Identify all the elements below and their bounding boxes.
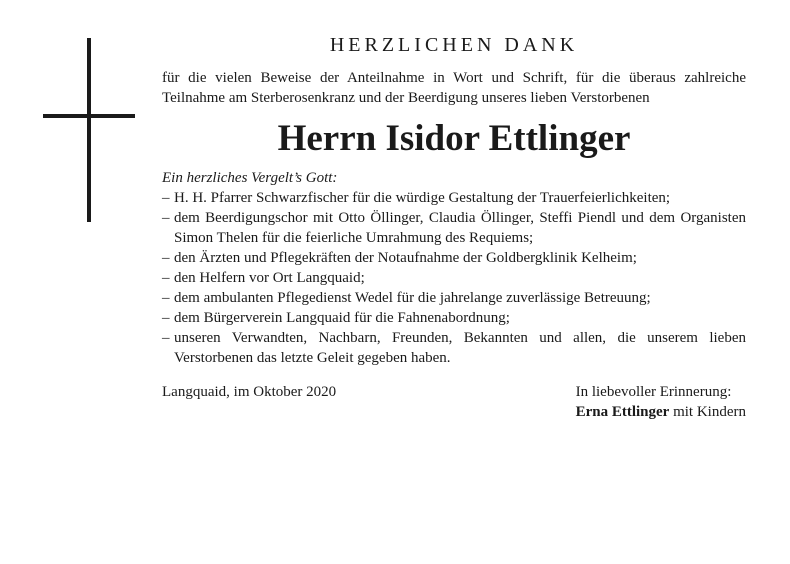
signatory: [576, 402, 746, 422]
notice-heading: HERZLICHEN DANK: [329, 34, 579, 56]
notice-footer: [162, 382, 746, 422]
thanks-intro: Ein herzliches Vergelt’s Gott:: [162, 170, 338, 186]
thanks-item: – dem Bürgerverein Langquaid für die Fahnenabordnung;: [162, 310, 510, 326]
thanks-item: – den Helfern vor Ort Langquaid;: [162, 270, 365, 286]
intro-text: für die vielen Beweise der Anteilnahme in Wort und Schrift, für die überaus zahlreiche Teilnahme am Sterberosenkranz und der Beerdigung unseres lieben Verstorbenen: [162, 70, 746, 106]
thanks-item: – H. H. Pfarrer Schwarzfischer für die würdige Gestaltung der Trauerfeierlichkeiten;: [162, 190, 671, 206]
signature-block: [576, 382, 746, 422]
place-date: Langquaid, im Oktober 2020: [162, 384, 337, 400]
signatory-suffix: mit Kindern: [669, 404, 746, 420]
thanks-item: – dem ambulanten Pflegedienst Wedel für die jahrelange zuverlässige Betreuung;: [162, 290, 651, 306]
thanks-item: – unseren Verwandten, Nachbarn, Freunden, Bekannten und allen, die unserem lieben Verstorbenen das letzte Geleit gegeben haben.: [162, 330, 746, 366]
notice-content: [162, 32, 746, 422]
deceased-name: Herrn Isidor Ettlinger: [277, 118, 631, 159]
thanks-item: – dem Beerdigungschor mit Otto Öllinger, Claudia Öllinger, Steffi Piendl und dem Organisten Simon Thelen für die feierliche Umrahmung des Requiems;: [162, 210, 746, 246]
signatory-name: Erna Ettlinger: [575, 404, 670, 420]
remembrance-label: In liebevoller Erinnerung:: [575, 384, 732, 400]
thanks-item: – den Ärzten und Pflegekräften der Notaufnahme der Goldbergklinik Kelheim;: [162, 250, 637, 266]
cross-icon-horizontal: [43, 114, 135, 118]
cross-icon-vertical: [87, 38, 91, 222]
thanks-list: [162, 188, 746, 368]
